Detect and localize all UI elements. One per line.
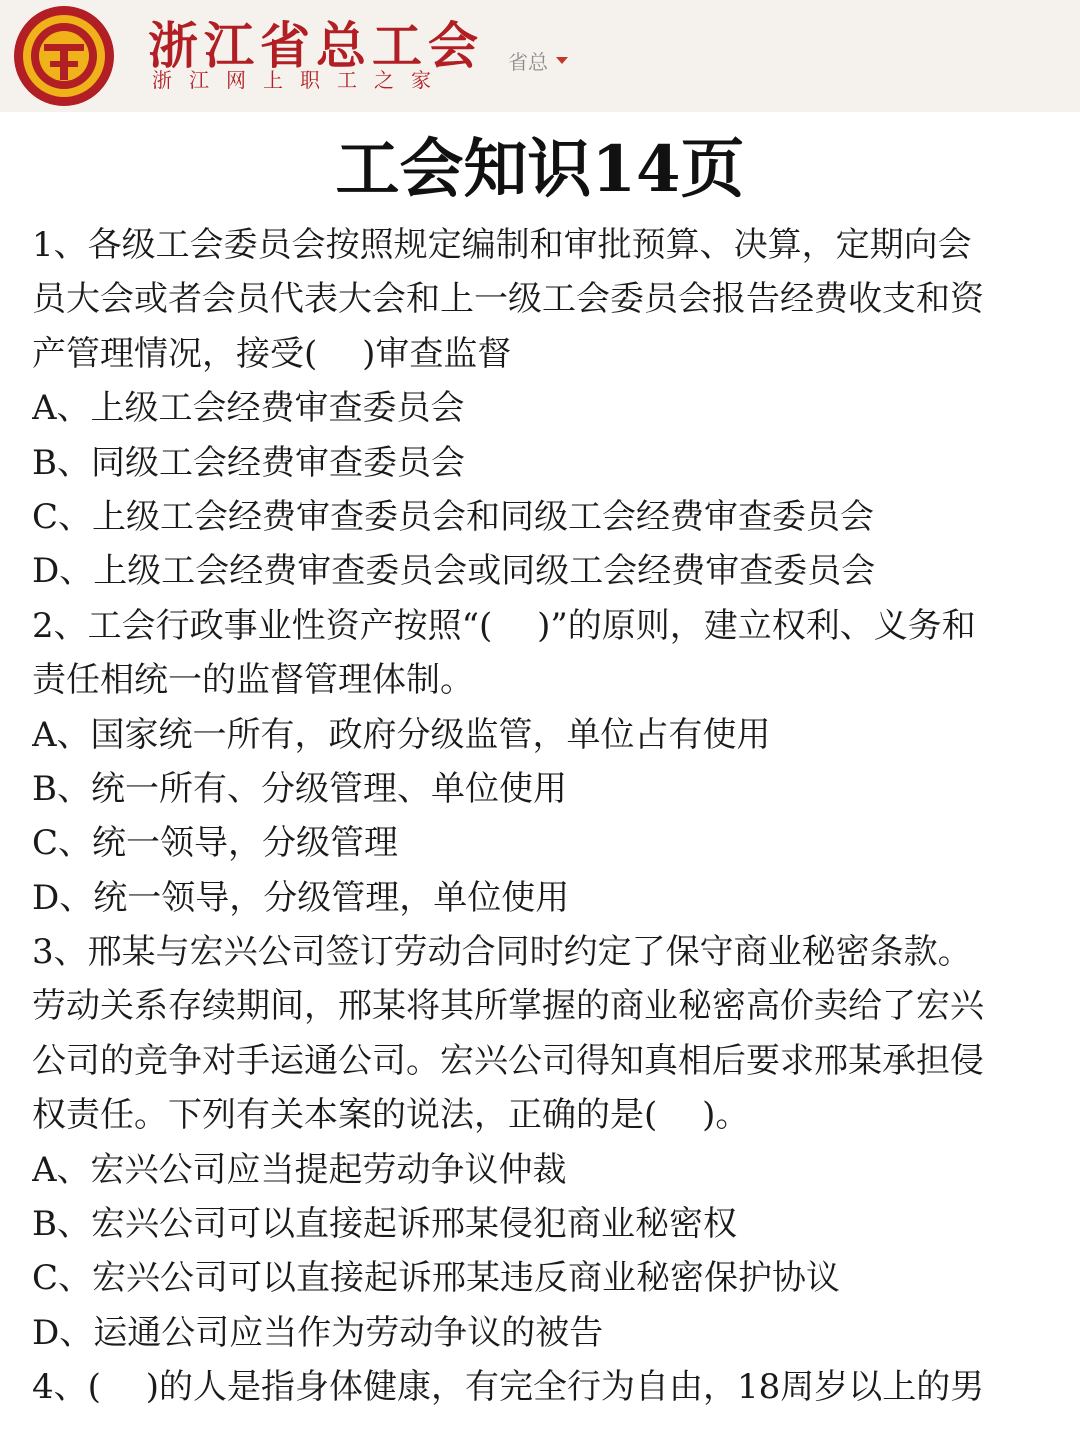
question-3-option-b: B、宏兴公司可以直接起诉邢某侵犯商业秘密权 <box>32 1204 737 1245</box>
question-3-option-d: D、运通公司应当作为劳动争议的被告 <box>32 1312 604 1353</box>
question-2-line-2: 责任相统一的监督管理体制。 <box>32 660 474 701</box>
question-2-option-a: A、国家统一所有，政府分级监管，单位占有使用 <box>32 714 771 755</box>
page-title: 工会知识14页 <box>335 132 745 207</box>
question-3-line-1: 3、邢某与宏兴公司签订劳动合同时约定了保守商业秘密条款。 <box>32 932 972 973</box>
question-1-option-b: B、同级工会经费审查委员会 <box>32 442 465 483</box>
trade-union-emblem-icon[interactable] <box>8 4 120 108</box>
org-name: 浙江省总工会 <box>148 16 484 75</box>
question-1-option-d: D、上级工会经费审查委员会或同级工会经费审查委员会 <box>32 551 876 592</box>
question-2-line-1: 2、工会行政事业性资产按照“( )”的原则，建立权利、义务和 <box>32 605 976 646</box>
question-2-option-b: B、统一所有、分级管理、单位使用 <box>32 768 567 809</box>
question-3-line-3: 公司的竞争对手运通公司。宏兴公司得知真相后要求邢某承担侵 <box>32 1040 984 1081</box>
site-header <box>0 0 1080 112</box>
question-3-option-c: C、宏兴公司可以直接起诉邢某违反商业秘密保护协议 <box>32 1258 841 1299</box>
question-1-option-c: C、上级工会经费审查委员会和同级工会经费审查委员会 <box>32 496 875 537</box>
question-4-line-1: 4、( )的人是指身体健康，有完全行为自由，18周岁以上的男 <box>32 1367 985 1408</box>
question-2-option-c: C、统一领导，分级管理 <box>32 823 399 864</box>
question-3-line-2: 劳动关系存续期间，邢某将其所掌握的商业秘密高价卖给了宏兴 <box>32 986 984 1027</box>
caret-down-icon <box>556 57 568 64</box>
quiz-content <box>32 218 1062 1415</box>
question-3-line-4: 权责任。下列有关本案的说法，正确的是( )。 <box>32 1095 750 1136</box>
question-3-option-a: A、宏兴公司应当提起劳动争议仲裁 <box>32 1149 567 1190</box>
question-2-option-d: D、统一领导，分级管理，单位使用 <box>32 877 570 918</box>
org-subtitle: 浙江网上职工之家 <box>152 68 448 92</box>
region-selector[interactable] <box>508 46 568 75</box>
region-label: 省总 <box>508 50 548 74</box>
question-1-line-1: 1、各级工会委员会按照规定编制和审批预算、决算，定期向会 <box>32 225 972 265</box>
question-1-line-3: 产管理情况，接受( )审查监督 <box>32 333 512 374</box>
question-1-line-2: 员大会或者会员代表大会和上一级工会委员会报告经费收支和资 <box>32 279 984 320</box>
question-1-option-a: A、上级工会经费审查委员会 <box>32 388 465 429</box>
